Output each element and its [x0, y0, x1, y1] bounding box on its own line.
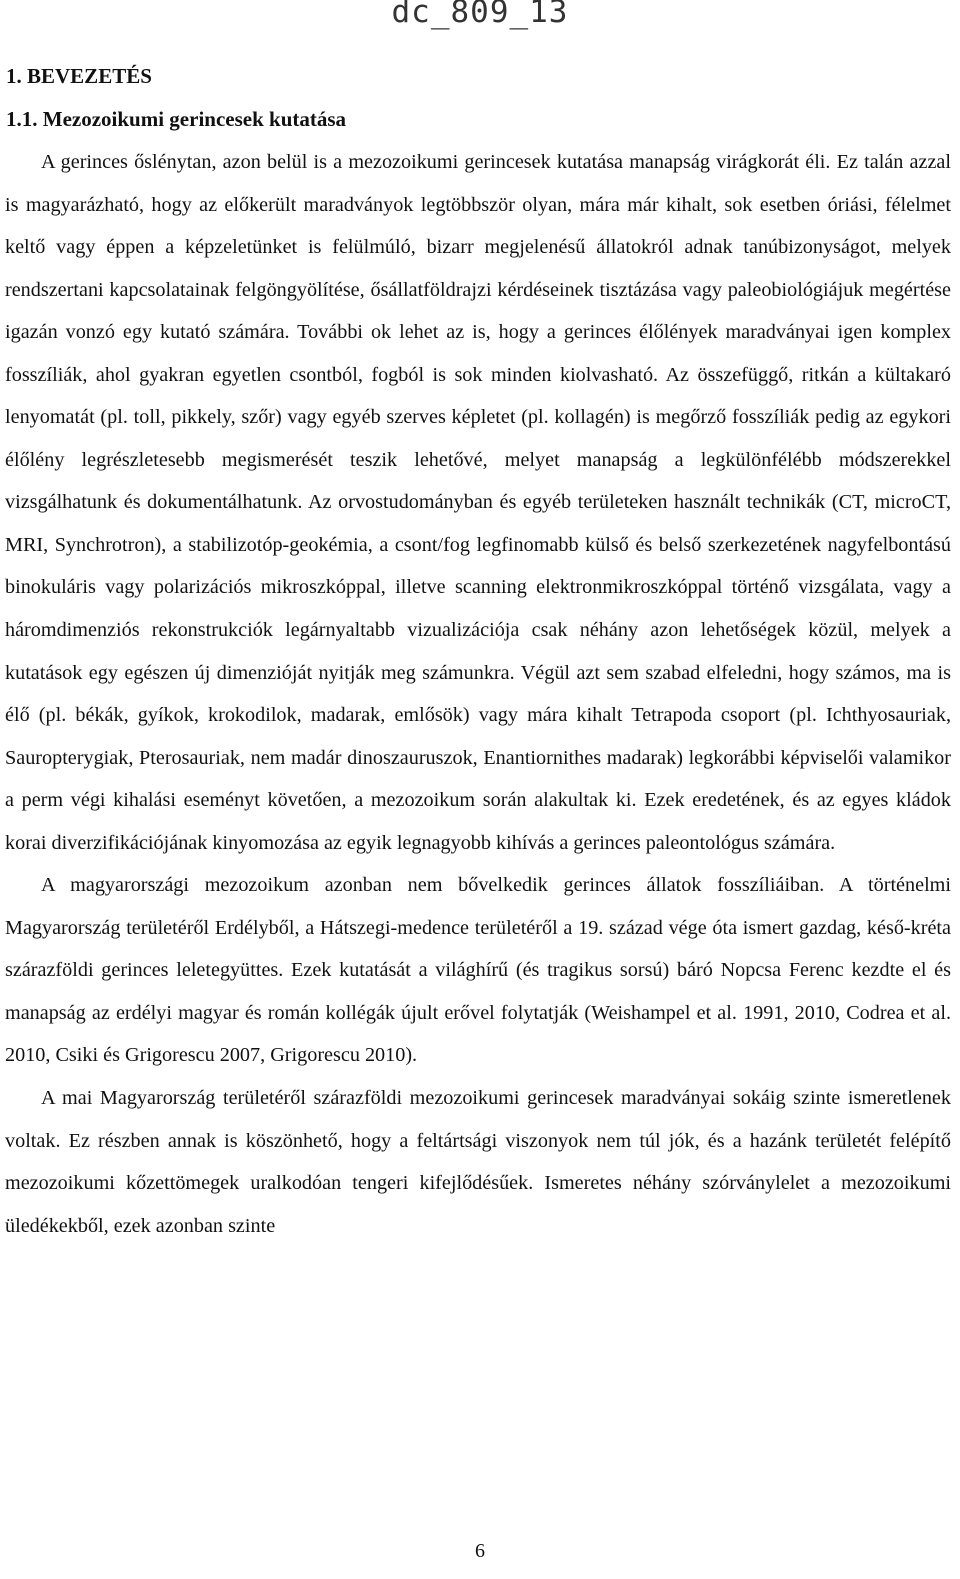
paragraph-3: A mai Magyarország területéről szárazföldi mezozoikumi gerincesek maradványai sokáig szinte ismeretlenek voltak. Ez részben annak is köszönhető, hogy a feltártsági viszonyok nem túl jók, és a hazánk területét felépítő mezozoikumi kőzettömegek uralkodóan tengeri kifejlődésűek. Ismeretes néhány szórványlelet a mezozoikumi üledékekből, ezek azonban szinte	[5, 1087, 951, 1237]
document-id-header: dc_809_13	[391, 0, 569, 30]
paragraph-2: A magyarországi mezozoikum azonban nem bővelkedik gerinces állatok fosszíliáiban. A történelmi Magyarország területéről Erdélyből, a Hátszegi-medence területéről a 19. század vége óta ismert gazdag, késő-kréta szárazföldi gerinces leletegyüttes. Ezek kutatását a világhírű (és tragikus sorsú) báró Nopcsa Ferenc kezdte el és manapság az erdélyi magyar és román kollégák újult erővel folytatják (Weishampel et al. 1991, 2010, Codrea et al. 2010, Csiki és Grigorescu 2007, Grigorescu 2010).	[5, 874, 951, 1067]
subsection-title: 1.1. Mezozoikumi gerincesek kutatása	[6, 107, 347, 131]
page-number: 6	[475, 1540, 485, 1562]
body-text	[5, 141, 951, 1247]
paragraph-1: A gerinces őslénytan, azon belül is a mezozoikumi gerincesek kutatása manapság virágkorát éli. Ez talán azzal is magyarázható, hogy az előkerült maradványok legtöbbször olyan, mára már kihalt, sok esetben óriási, félelmet keltő vagy éppen a képzeletünket is felülmúló, bizarr megjelenésű állatokról adnak tanúbizonyságot, melyek rendszertani kapcsolatainak felgöngyölítése, ősállatföldrajzi kérdéseinek tisztázása vagy paleobiológiájuk megértése igazán vonzó egy kutató számára. További ok lehet az is, hogy a gerinces élőlények maradványai igen komplex fosszíliák, ahol gyakran egyetlen csontból, fogból is sok minden kiolvasható. Az összefüggő, ritkán a kültakaró lenyomatát (pl. toll, pikkely, szőr) vagy egyéb szerves képletet (pl. kollagén) is megőrző fosszíliák pedig az egykori élőlény legrészletesebb megismerését teszik lehetővé, melyet manapság a legkülönfélébb módszerekkel vizsgálhatunk és dokumentálhatunk. Az orvostudományban és egyéb területeken használt technikák (CT, microCT, MRI, Synchrotron), a stabilizotóp-geokémia, a csont/fog legfinomabb külső és belső szerkezetének nagyfelbontású binokuláris vagy polarizációs mikroszkóppal, illetve scanning elektronmikroszkóppal történő vizsgálata, vagy a háromdimenziós rekonstrukciók legárnyaltabb vizualizációja csak néhány azon lehetőségek közül, melyek a kutatások egy egészen új dimenzióját nyitják meg számunkra. Végül azt sem szabad elfeledni, hogy számos, ma is élő (pl. békák, gyíkok, krokodilok, madarak, emlősök) vagy mára kihalt Tetrapoda csoport (pl. Ichthyosauriak, Sauropterygiak, Pterosauriak, nem madár dinoszauruszok, Enantiornithes madarak) legkorábbi képviselői valamikor a perm végi kihalási eseményt követően, a mezozoikum során alakultak ki. Ezek eredetének, és az egyes kládok korai diverzifikációjának kinyomozása az egyik legnagyobb kihívás a gerinces paleontológus számára.	[5, 151, 951, 854]
section-title: 1. BEVEZETÉS	[6, 64, 152, 88]
